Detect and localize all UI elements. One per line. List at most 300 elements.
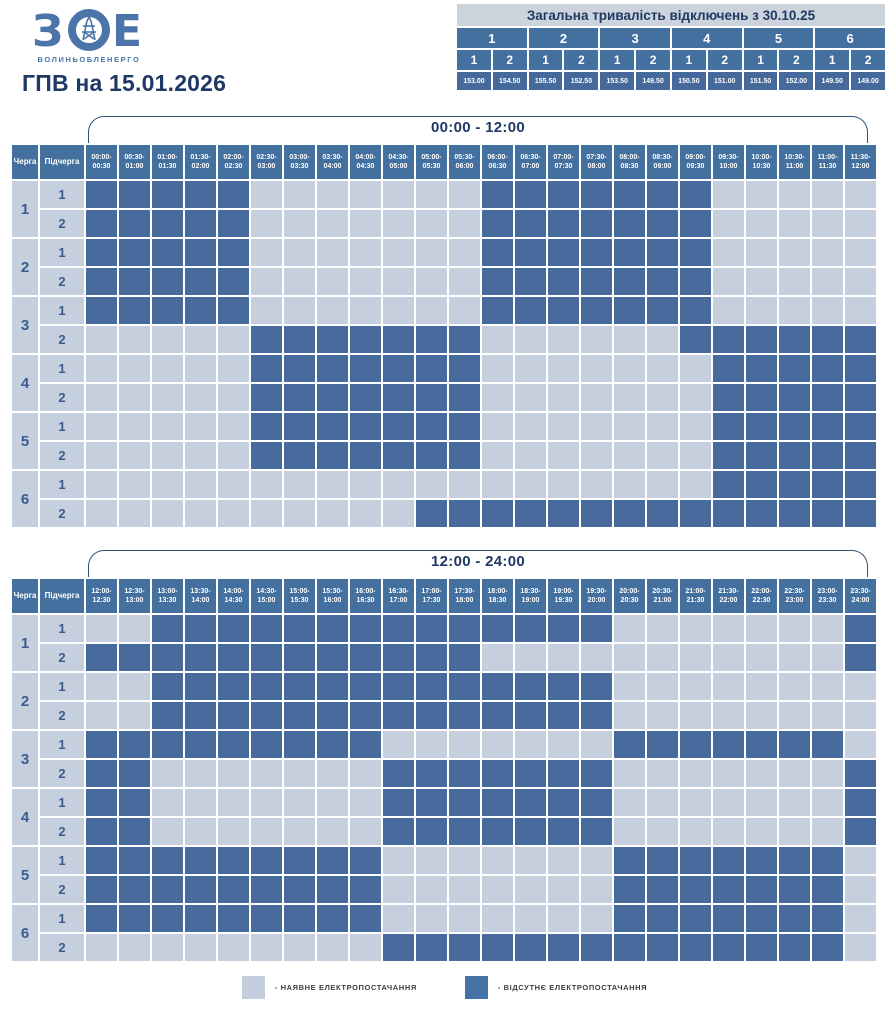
schedule-cell-outage [218,297,249,324]
header-time-slot: 13:30- 14:00 [185,579,216,613]
schedule-cell-power [713,181,744,208]
schedule-cell-outage [86,297,117,324]
schedule-cell-outage [614,210,645,237]
schedule-cell-outage [647,210,678,237]
header-time-slot: 06:30- 07:00 [515,145,546,179]
schedule-cell-outage [416,326,447,353]
subqueue-label: 1 [40,673,84,700]
schedule-cell-power [284,210,315,237]
schedule-cell-power [515,384,546,411]
schedule-cell-outage [350,905,381,932]
schedule-cell-power [680,673,711,700]
schedule-cell-outage [317,644,348,671]
schedule-cell-power [185,789,216,816]
schedule-cell-power [482,876,513,903]
schedule-row-queue-6-2 [12,500,876,527]
legend-item-power-off [465,976,647,999]
schedule-cell-power [317,210,348,237]
schedule-cell-power [746,181,777,208]
schedule-cell-power [548,384,579,411]
legend-item-power-on [242,976,417,999]
summary-duration-value: 152.00 [779,72,813,90]
header-time-slot: 09:30- 10:00 [713,145,744,179]
schedule-cell-outage [812,500,843,527]
schedule-cell-power [812,181,843,208]
schedule-row-queue-2-1 [12,239,876,266]
schedule-cell-outage [350,644,381,671]
header-time-slot: 00:00- 00:30 [86,145,117,179]
summary-duration-value: 150.50 [672,72,706,90]
schedule-cell-power [284,268,315,295]
schedule-cell-outage [713,355,744,382]
schedule-cell-outage [86,847,117,874]
schedule-cell-power [218,442,249,469]
schedule-cell-power [119,442,150,469]
schedule-cell-outage [86,644,117,671]
schedule-cell-outage [548,268,579,295]
queue-label: 1 [12,181,38,237]
schedule-cell-power [779,760,810,787]
schedule-cell-outage [548,702,579,729]
schedule-cell-outage [317,905,348,932]
schedule-cell-power [647,644,678,671]
schedule-cell-power [713,210,744,237]
schedule-cell-outage [449,702,480,729]
subqueue-label: 1 [40,615,84,642]
schedule-cell-power [779,615,810,642]
schedule-cell-outage [119,818,150,845]
schedule-cell-outage [449,326,480,353]
schedule-cell-outage [383,644,414,671]
header-queue-column: Черга [12,145,38,179]
schedule-cell-power [779,673,810,700]
schedule-cell-outage [548,297,579,324]
schedule-cell-outage [152,702,183,729]
schedule-cell-outage [779,326,810,353]
schedule-cell-power [317,500,348,527]
schedule-cell-power [713,297,744,324]
schedule-cell-power [845,731,876,758]
schedule-cell-power [548,471,579,498]
schedule-cell-outage [812,413,843,440]
schedule-cell-outage [185,905,216,932]
schedule-cell-power [812,297,843,324]
schedule-cell-power [680,702,711,729]
schedule-cell-outage [746,413,777,440]
header-time-slot: 00:30- 01:00 [119,145,150,179]
schedule-cell-outage [482,297,513,324]
schedule-cell-outage [548,500,579,527]
schedule-cell-power [779,210,810,237]
schedule-cell-outage [779,413,810,440]
header-time-slot: 18:00- 18:30 [482,579,513,613]
subqueue-label: 2 [40,760,84,787]
schedule-cell-outage [86,760,117,787]
header-time-slot: 19:30- 20:00 [581,579,612,613]
summary-duration-value: 152.50 [564,72,598,90]
schedule-cell-power [383,876,414,903]
schedule-cell-outage [713,731,744,758]
schedule-cell-power [185,326,216,353]
schedule-cell-power [185,500,216,527]
schedule-cell-power [713,789,744,816]
header-time-slot: 12:30- 13:00 [119,579,150,613]
schedule-cell-outage [449,384,480,411]
schedule-cell-outage [284,384,315,411]
schedule-cell-outage [845,471,876,498]
header-time-slot: 12:00- 12:30 [86,579,117,613]
schedule-cell-power [284,500,315,527]
schedule-cell-power [119,471,150,498]
header-time-slot: 10:00- 10:30 [746,145,777,179]
schedule-cell-power [251,297,282,324]
summary-queue-number: 5 [744,28,814,48]
schedule-cell-power [515,326,546,353]
schedule-cell-outage [383,702,414,729]
schedule-cell-outage [350,702,381,729]
schedule-cell-power [251,934,282,961]
summary-subqueue-number: 1 [529,50,563,70]
schedule-cell-outage [251,644,282,671]
header-time-slot: 03:00- 03:30 [284,145,315,179]
header-time-slot: 10:30- 11:00 [779,145,810,179]
schedule-cell-outage [185,615,216,642]
schedule-cell-outage [482,239,513,266]
schedule-cell-outage [845,413,876,440]
schedule-cell-outage [119,905,150,932]
schedule-cell-power [482,731,513,758]
schedule-cell-outage [548,673,579,700]
schedule-cell-power [449,905,480,932]
schedule-cell-outage [482,702,513,729]
schedule-cell-power [383,268,414,295]
schedule-cell-outage [548,210,579,237]
schedule-cell-power [779,644,810,671]
schedule-cell-outage [713,876,744,903]
schedule-cell-power [482,644,513,671]
header-time-slot: 07:30- 08:00 [581,145,612,179]
schedule-cell-power [119,326,150,353]
schedule-cell-outage [515,818,546,845]
schedule-cell-outage [350,615,381,642]
schedule-cell-outage [515,239,546,266]
schedule-cell-power [86,384,117,411]
schedule-cell-outage [284,644,315,671]
schedule-cell-outage [812,876,843,903]
subqueue-label: 1 [40,181,84,208]
schedule-cell-outage [152,673,183,700]
schedule-cell-outage [416,442,447,469]
header-time-slot: 13:00- 13:30 [152,579,183,613]
schedule-cell-power [515,905,546,932]
schedule-cell-outage [746,847,777,874]
schedule-grid-evening [10,550,878,963]
schedule-cell-outage [581,268,612,295]
schedule-cell-power [416,471,447,498]
summary-subqueue-number: 1 [672,50,706,70]
schedule-cell-outage [218,615,249,642]
schedule-cell-power [218,471,249,498]
schedule-row-queue-6-2 [12,934,876,961]
schedule-row-queue-4-2 [12,818,876,845]
schedule-cell-outage [647,297,678,324]
schedule-cell-power [581,847,612,874]
schedule-cell-power [779,181,810,208]
summary-queue-number: 2 [529,28,599,48]
schedule-cell-power [218,355,249,382]
subqueue-label: 1 [40,731,84,758]
schedule-cell-power [383,847,414,874]
schedule-cell-outage [119,760,150,787]
schedule-cell-outage [845,355,876,382]
schedule-cell-outage [251,413,282,440]
schedule-cell-power [746,210,777,237]
schedule-cell-outage [416,615,447,642]
summary-subqueue-number: 2 [564,50,598,70]
header-time-slot: 05:00- 05:30 [416,145,447,179]
schedule-cell-power [614,673,645,700]
schedule-cell-outage [383,760,414,787]
schedule-row-queue-5-2 [12,442,876,469]
schedule-cell-power [350,818,381,845]
schedule-cell-outage [581,702,612,729]
schedule-cell-power [680,760,711,787]
schedule-cell-outage [185,297,216,324]
schedule-cell-power [284,239,315,266]
schedule-cell-outage [218,876,249,903]
schedule-cell-power [86,471,117,498]
schedule-cell-outage [185,239,216,266]
schedule-cell-outage [713,847,744,874]
schedule-cell-power [746,789,777,816]
schedule-cell-outage [845,644,876,671]
schedule-cell-outage [812,326,843,353]
schedule-cell-outage [845,818,876,845]
schedule-cell-power [482,384,513,411]
summary-subqueue-number: 2 [708,50,742,70]
header-subqueue-column: Підчерга [40,145,84,179]
schedule-cell-power [713,615,744,642]
header-time-slot: 08:30- 09:00 [647,145,678,179]
schedule-cell-outage [383,789,414,816]
schedule-cell-power [812,673,843,700]
schedule-cell-power [317,471,348,498]
schedule-cell-outage [482,268,513,295]
schedule-row-queue-2-2 [12,268,876,295]
queue-label: 6 [12,905,38,961]
schedule-row-queue-1-2 [12,644,876,671]
schedule-row-queue-4-1 [12,355,876,382]
schedule-cell-power [119,384,150,411]
schedule-cell-outage [218,905,249,932]
schedule-cell-outage [779,384,810,411]
schedule-cell-power [746,673,777,700]
schedule-cell-power [482,326,513,353]
schedule-cell-outage [152,210,183,237]
schedule-cell-power [812,789,843,816]
schedule-cell-power [416,268,447,295]
header-time-slot: 18:30- 19:00 [515,579,546,613]
schedule-cell-power [614,615,645,642]
subqueue-label: 1 [40,239,84,266]
schedule-cell-power [185,355,216,382]
header-time-slot: 02:30- 03:00 [251,145,282,179]
schedule-cell-outage [86,181,117,208]
schedule-cell-power [548,413,579,440]
schedule-cell-outage [779,471,810,498]
schedule-cell-power [779,239,810,266]
header-time-slot: 16:30- 17:00 [383,579,414,613]
queue-label: 4 [12,789,38,845]
schedule-cell-outage [86,210,117,237]
schedule-cell-power [218,384,249,411]
time-range-bracket [88,116,868,143]
schedule-cell-power [845,239,876,266]
schedule-cell-outage [152,731,183,758]
schedule-cell-power [86,326,117,353]
schedule-cell-outage [251,355,282,382]
schedule-cell-power [680,471,711,498]
schedule-cell-outage [119,181,150,208]
header-time-slot: 19:00- 19:30 [548,579,579,613]
schedule-cell-power [383,731,414,758]
schedule-cell-power [449,731,480,758]
schedule-cell-outage [185,673,216,700]
schedule-cell-power [251,789,282,816]
schedule-cell-outage [779,905,810,932]
schedule-cell-outage [218,181,249,208]
schedule-cell-power [317,760,348,787]
schedule-row-queue-1-2 [12,210,876,237]
svg-text:З: З [32,6,64,52]
schedule-cell-power [317,239,348,266]
header-subqueue-column: Підчерга [40,579,84,613]
schedule-cell-outage [548,239,579,266]
schedule-cell-power [317,268,348,295]
schedule-cell-outage [680,934,711,961]
summary-queue-number: 6 [815,28,885,48]
header-time-slot: 15:30- 16:00 [317,579,348,613]
schedule-cell-outage [581,239,612,266]
schedule-cell-outage [680,210,711,237]
schedule-cell-power [779,268,810,295]
schedule-cell-outage [152,644,183,671]
schedule-cell-power [482,905,513,932]
schedule-cell-power [449,471,480,498]
summary-duration-value: 149.00 [851,72,885,90]
schedule-cell-outage [185,268,216,295]
schedule-cell-outage [746,876,777,903]
schedule-cell-outage [284,413,315,440]
schedule-cell-power [251,210,282,237]
schedule-cell-power [251,181,282,208]
header-time-slot: 14:30- 15:00 [251,579,282,613]
schedule-cell-outage [86,818,117,845]
schedule-cell-outage [482,789,513,816]
schedule-cell-power [416,731,447,758]
schedule-cell-outage [680,297,711,324]
schedule-cell-outage [779,500,810,527]
schedule-cell-outage [185,847,216,874]
schedule-cell-power [152,934,183,961]
schedule-cell-outage [482,934,513,961]
schedule-cell-power [614,818,645,845]
schedule-cell-outage [350,876,381,903]
schedule-cell-outage [284,615,315,642]
schedule-cell-outage [845,789,876,816]
schedule-cell-outage [713,413,744,440]
schedule-cell-power [548,442,579,469]
schedule-cell-outage [383,413,414,440]
schedule-cell-power [449,181,480,208]
schedule-cell-outage [449,644,480,671]
schedule-cell-outage [515,934,546,961]
schedule-cell-outage [713,442,744,469]
schedule-cell-outage [515,268,546,295]
schedule-cell-power [812,210,843,237]
schedule-cell-power [647,413,678,440]
schedule-cell-outage [284,326,315,353]
schedule-cell-outage [449,615,480,642]
company-logo [30,6,160,64]
schedule-cell-power [383,181,414,208]
schedule-cell-outage [416,789,447,816]
header-queue-column: Черга [12,579,38,613]
summary-duration-value: 151.50 [744,72,778,90]
schedule-cell-power [185,384,216,411]
schedule-cell-power [515,847,546,874]
summary-duration-value: 149.50 [815,72,849,90]
schedule-cell-outage [746,326,777,353]
schedule-cell-outage [86,789,117,816]
schedule-cell-power [350,471,381,498]
schedule-cell-power [317,297,348,324]
schedule-cell-outage [251,615,282,642]
schedule-cell-outage [350,413,381,440]
schedule-cell-power [713,268,744,295]
schedule-cell-power [317,789,348,816]
subqueue-label: 2 [40,876,84,903]
schedule-cell-outage [647,847,678,874]
schedule-cell-power [713,239,744,266]
schedule-cell-power [86,702,117,729]
schedule-cell-power [152,760,183,787]
schedule-cell-outage [845,326,876,353]
schedule-cell-outage [86,268,117,295]
schedule-cell-outage [152,876,183,903]
summary-duration-value: 153.00 [457,72,491,90]
schedule-cell-outage [119,268,150,295]
header-time-slot: 05:30- 06:00 [449,145,480,179]
schedule-cell-outage [185,644,216,671]
schedule-cell-outage [185,731,216,758]
schedule-cell-outage [647,876,678,903]
grid-title-morning: 00:00 - 12:00 [431,119,525,136]
schedule-cell-outage [251,673,282,700]
schedule-cell-outage [317,847,348,874]
schedule-cell-power [383,297,414,324]
schedule-cell-outage [548,818,579,845]
summary-title: Загальна тривалість відключень з 30.10.25 [457,4,885,26]
schedule-cell-power [482,442,513,469]
subqueue-label: 2 [40,500,84,527]
schedule-cell-power [152,384,183,411]
schedule-cell-power [218,413,249,440]
schedule-cell-outage [251,442,282,469]
schedule-cell-outage [647,905,678,932]
schedule-cell-power [383,500,414,527]
summary-subqueue-number: 1 [600,50,634,70]
